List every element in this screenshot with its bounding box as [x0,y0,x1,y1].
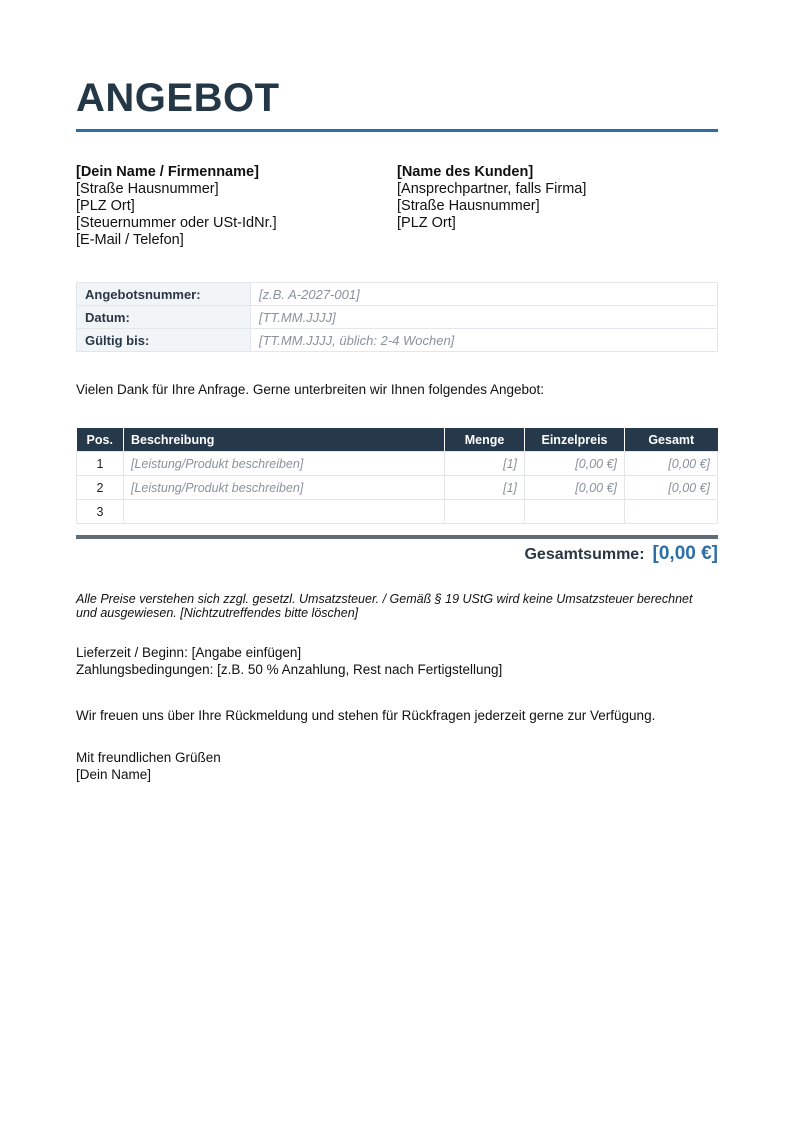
sender-contact: [E-Mail / Telefon] [76,232,184,248]
meta-label: Datum: [77,306,251,329]
cell-total: [0,00 €] [625,452,718,476]
header-total: Gesamt [625,428,718,452]
meta-value: [z.B. A-2027-001] [251,283,718,306]
cell-quantity: [1] [445,452,525,476]
client-city: [PLZ Ort] [397,215,456,231]
grand-total [524,543,718,565]
cell-description: [Leistung/Produkt beschreiben] [124,476,445,500]
grand-total-label: Gesamtsumme: [524,546,645,563]
cell-description [124,500,445,524]
cell-pos: 3 [77,500,124,524]
cell-quantity [445,500,525,524]
client-name: [Name des Kunden] [397,164,534,180]
payment-terms: Zahlungsbedingungen: [z.B. 50 % Anzahlung, Rest nach Fertigstellung] [76,661,503,677]
table-row [77,500,718,524]
header-pos: Pos. [77,428,124,452]
client-address-block [397,164,586,232]
sender-tax-id: [Steuernummer oder USt-IdNr.] [76,215,277,231]
meta-row-date [77,306,718,329]
tax-note: Alle Preise verstehen sich zzgl. gesetzl. Umsatzsteuer. / Gemäß § 19 UStG wird keine Umsatzsteuer berechnet und ausgewiesen. [Nichtzutreffendes bitte löschen] [76,592,693,620]
meta-value: [TT.MM.JJJJ] [251,306,718,329]
signature-name: [Dein Name] [76,766,152,782]
header-unit-price: Einzelpreis [525,428,625,452]
intro-text: Vielen Dank für Ihre Anfrage. Gerne unterbreiten wir Ihnen folgendes Angebot: [76,382,545,397]
title-underline [76,129,718,132]
sender-street: [Straße Hausnummer] [76,181,219,197]
cell-total: [0,00 €] [625,476,718,500]
sender-name: [Dein Name / Firmenname] [76,164,259,180]
document-title: ANGEBOT [76,76,280,120]
cell-quantity: [1] [445,476,525,500]
terms-block [76,645,502,678]
delivery-time: Lieferzeit / Beginn: [Angabe einfügen] [76,645,302,660]
header-quantity: Menge [445,428,525,452]
meta-row-offer-number [77,283,718,306]
grand-total-value: [0,00 €] [652,543,718,564]
meta-label: Gültig bis: [77,329,251,352]
cell-pos: 1 [77,452,124,476]
table-row [77,476,718,500]
offer-meta-table [76,282,718,352]
greeting: Mit freundlichen Grüßen [76,750,221,765]
cell-unit-price: [0,00 €] [525,476,625,500]
cell-pos: 2 [77,476,124,500]
client-street: [Straße Hausnummer] [397,198,540,214]
table-row [77,452,718,476]
line-items-table [76,428,718,524]
cell-total [625,500,718,524]
meta-label: Angebotsnummer: [77,283,251,306]
closing-message: Wir freuen uns über Ihre Rückmeldung und stehen für Rückfragen jederzeit gerne zur Verfügung. [76,708,656,723]
cell-unit-price [525,500,625,524]
meta-value: [TT.MM.JJJJ, üblich: 2-4 Wochen] [251,329,718,352]
cell-unit-price: [0,00 €] [525,452,625,476]
table-header-row [77,428,718,452]
client-contact-person: [Ansprechpartner, falls Firma] [397,181,587,197]
sender-address-block [76,164,277,249]
total-divider [76,535,718,539]
header-description: Beschreibung [124,428,445,452]
cell-description: [Leistung/Produkt beschreiben] [124,452,445,476]
sender-city: [PLZ Ort] [76,198,135,214]
signature-block [76,750,221,783]
meta-row-valid-until [77,329,718,352]
